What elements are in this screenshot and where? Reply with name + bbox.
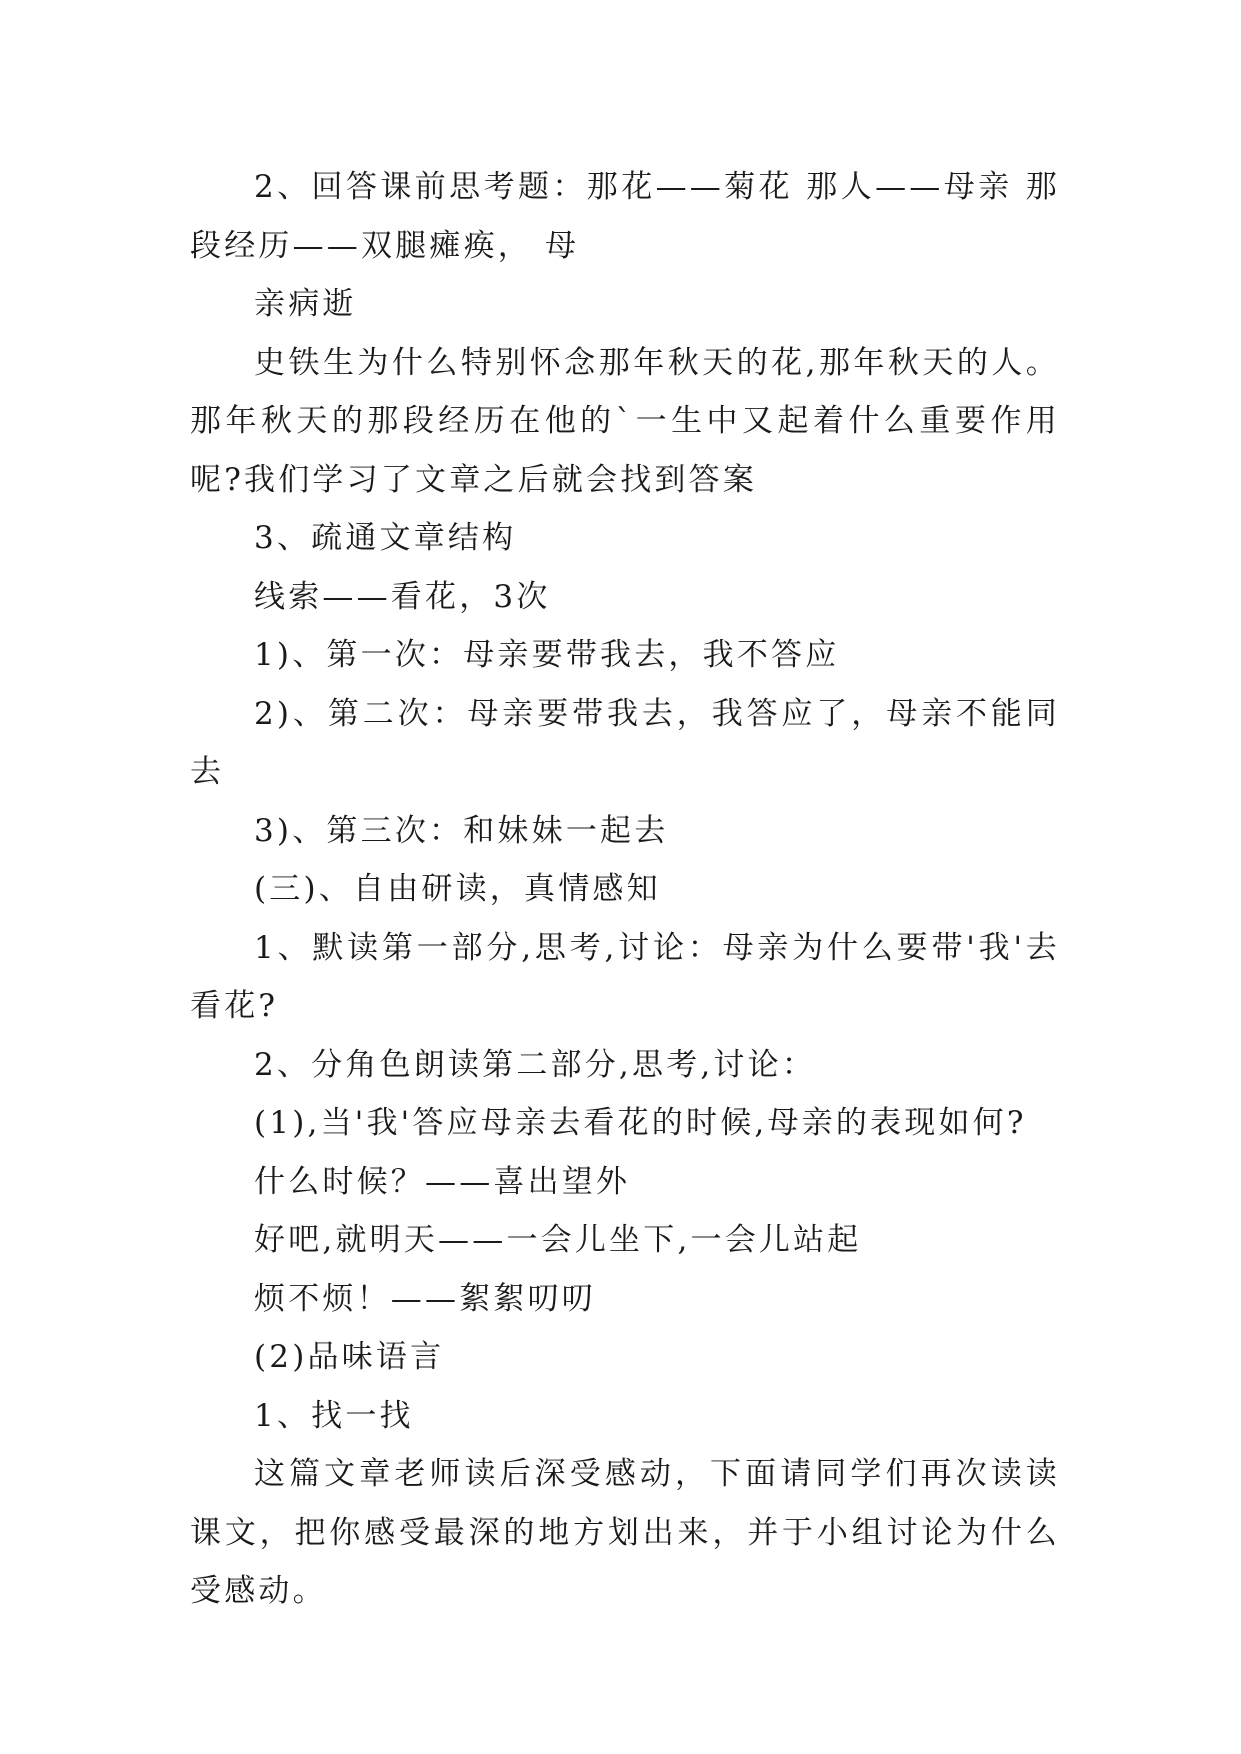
paragraph: 3、疏通文章结构 [254,520,517,556]
paragraph: (2)品味语言 [254,1339,445,1375]
paragraph: (1),当'我'答应母亲去看花的时候,母亲的表现如何? [254,1105,1027,1141]
paragraph: 2)、第二次：母亲要带我去，我答应了，母亲不能同去 [190,695,1060,790]
paragraph: 3)、第三次：和妹妹一起去 [254,812,669,849]
paragraph: 好吧,就明天——一会儿坐下,一会儿站起 [254,1222,862,1258]
paragraph: 线索——看花，3次 [254,578,551,615]
paragraph: 1、找一找 [254,1397,414,1434]
document-page [190,158,1060,1621]
paragraph: (三)、自由研读，真情感知 [254,871,661,907]
paragraph: 什么时候？——喜出望外 [254,1163,631,1200]
paragraph: 史铁生为什么特别怀念那年秋天的花,那年秋天的人。那年秋天的那段经历在他的`一生中又起着什么重要作用呢?我们学习了文章之后就会找到答案 [190,344,1060,498]
paragraph: 这篇文章老师读后深受感动，下面请同学们再次读读课文，把你感受最深的地方划出来，并于小组讨论为什么受感动。 [190,1456,1060,1609]
paragraph: 1)、第一次：母亲要带我去，我不答应 [254,637,840,673]
paragraph: 1、默读第一部分,思考,讨论：母亲为什么要带'我'去看花? [190,929,1060,1024]
paragraph: 烦不烦！——絮絮叨叨 [254,1280,596,1317]
paragraph: 亲病逝 [254,286,357,322]
paragraph: 2、回答课前思考题：那花——菊花 那人——母亲 那段经历——双腿瘫痪， 母 [190,169,1060,264]
paragraph: 2、分角色朗读第二部分,思考,讨论： [254,1046,817,1083]
